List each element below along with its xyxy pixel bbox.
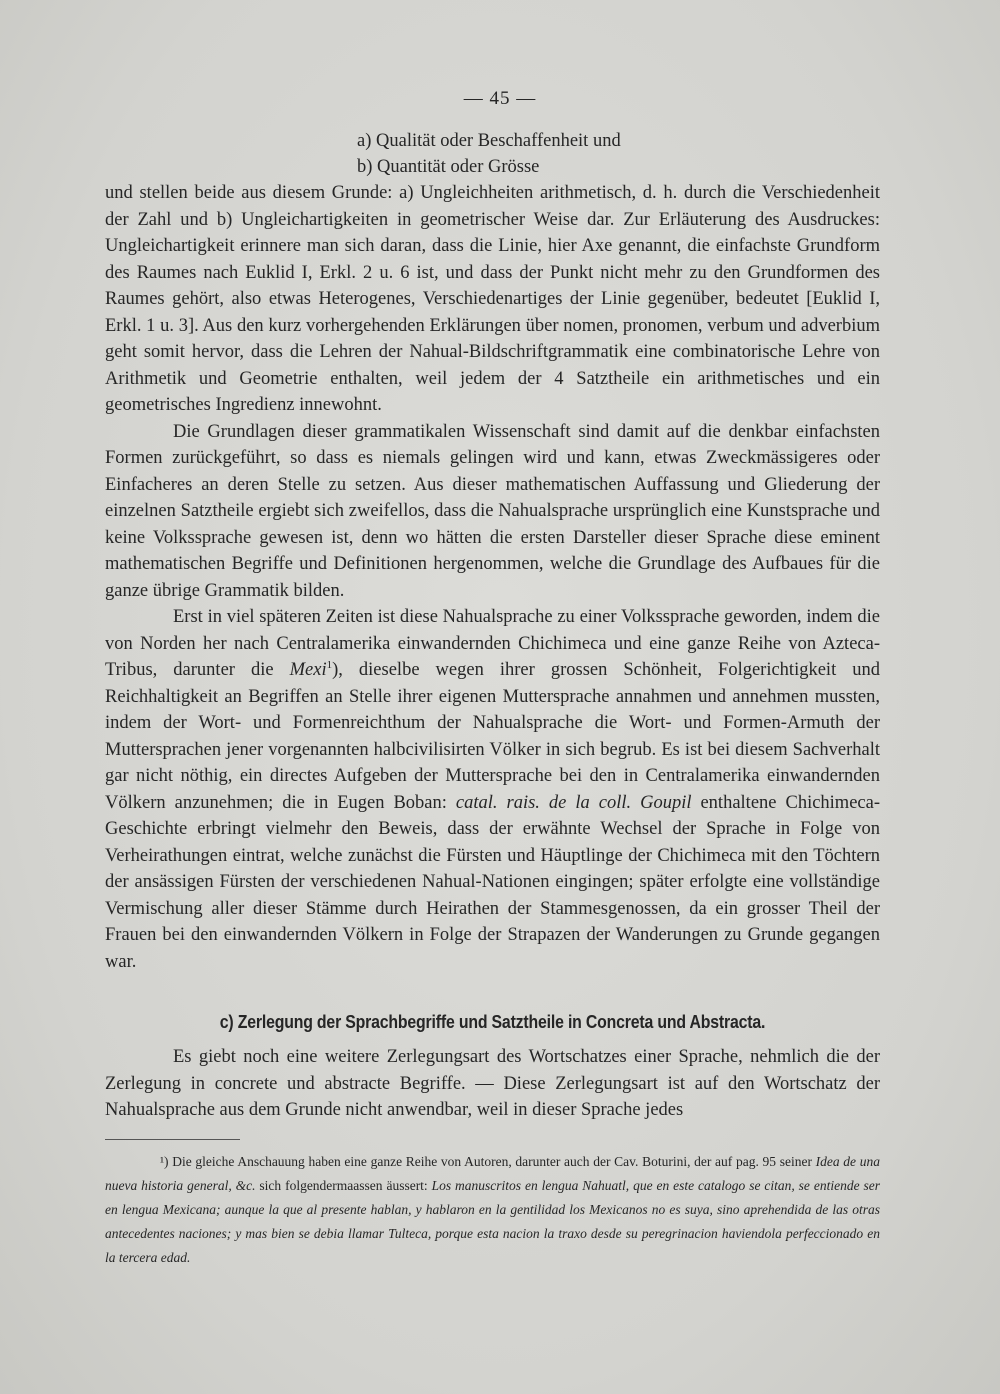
quality-quantity-list — [357, 128, 777, 180]
paragraph-3-end: enthaltene Chichimeca-Geschichte erbringt vielmehr den Beweis, dass der erwähnte Wechsel der Sprache in Folge von Verheirathungen eintrat, welche zunächst die Fürsten und Häuptlinge der Chichimeca mit den Töchtern der ansässigen Fürsten der verschiedenen Nahual-Nationen eingingen; später erfolgte eine vollständige Vermischung aller dieser Stämme durch Heirathen der Stammesgenossen, da ein grosser Theil der Frauen bei den einwandernden Völkern in Folge der Strapazen der Wanderungen zu Grunde gegangen war. — [105, 792, 880, 972]
list-item-a: a) Qualität oder Beschaffenheit und — [357, 131, 621, 151]
catalogue-title: catal. rais. de la coll. Goupil — [455, 792, 692, 813]
main-text-block — [105, 180, 880, 975]
mexi-term: Mexi — [289, 660, 327, 680]
paragraph-2: Die Grundlagen dieser grammatikalen Wissenschaft sind damit auf die denkbar einfachsten Formen zurückgeführt, so dass es niemals gelingen wird und kann, etwas Zweckmässigeres oder Einfacheres an deren Stelle zu setzen. Aus dieser mathematischen Auffassung und Gliederung der einzelnen Satztheile ergiebt sich zweifellos, dass die Nahualsprache ursprünglich eine Kunstsprache und keine Volkssprache gewesen ist, denn wo hätten die ersten Darsteller dieser Sprache diese eminent mathematischen Begriffe und Definitionen hergenommen, welche die Grundlage des Aufbaues für die ganze übrige Grammatik bilden. — [105, 421, 880, 601]
footnote-marker: ¹) — [160, 1154, 169, 1169]
footnote-text-a: Die gleiche Anschauung haben eine ganze Reihe von Autoren, darunter auch der Cav. Boturini, der auf pag. 95 seiner — [168, 1154, 816, 1169]
footnote-quote: Los manuscritos en lengua Nahuatl, que en este catalogo se citan, se entiende ser en lengua Mexicana; aunque la que al presente hablan, y hablaron en la gentilidad los Mexicanos no es suya, sino aprehendida de las otras antecedentes naciones; y mas bien se debia llamar Tulteca, porque esta nacion la traxo desde su peregrinacion haviendola perfeccionado en la tercera edad. — [105, 1178, 880, 1265]
paragraph-1: und stellen beide aus diesem Grunde: a) Ungleichheiten arithmetisch, d. h. durch die Verschiedenheit der Zahl und b) Ungleichartigkeiten in geometrischer Weise dar. Zur Erläuterung des Ausdruckes: Ungleichartigkeit erinnere man sich daran, dass die Linie, hier Axe genannt, die einfachste Grundform des Raumes nach Euklid I, Erkl. 2 u. 6 ist, und dass der Punkt nicht mehr zu den Grundformen des Raumes gehört, also etwas Heterogenes, Verschiedenartiges der Linie gegenüber, bedeutet [Euklid I, Erkl. 1 u. 3]. Aus den kurz vorhergehenden Erklärungen über nomen, pronomen, verbum und adverbium geht somit hervor, dass die Lehren der Nahual-Bildschriftgrammatik eine combinatorische Lehre von Arithmetik und Geometrie enthalten, weil jedem der 4 Satztheile ein arithmetisches und ein geometrisches Ingredienz innewohnt. — [105, 183, 880, 415]
section-c-heading: c) Zerlegung der Sprachbegriffe und Satztheile in Concreta und Abstracta. — [219, 1012, 766, 1032]
paragraph-3-start: Erst in viel späteren Zeiten ist diese Nahualsprache zu einer Volkssprache geworden, indem die von Norden her nach Centralamerika einwandernden Chichimeca und eine ganze Reihe von Azteca-Tribus, darunter die — [105, 607, 880, 680]
section-c-paragraph: Es giebt noch eine weitere Zerlegungsart des Wortschatzes einer Sprache, nehmlich die der Zerlegung in concrete und abstracte Begriffe. — Diese Zerlegungsart ist auf den Wortschatz der Nahualsprache aus dem Grunde nicht anwendbar, weil in dieser Sprache jedes — [105, 1047, 880, 1120]
footnote-book-title: Idea de una nueva historia general, &c. — [105, 1154, 880, 1193]
footnote-divider — [105, 1139, 240, 1140]
footnote — [105, 1150, 880, 1270]
footnote-text-b: sich folgendermaassen äussert: — [255, 1178, 432, 1193]
section-c-text-block — [105, 1044, 880, 1124]
footnote-reference: 1 — [326, 658, 333, 671]
page-number: — 45 — — [463, 88, 537, 109]
paragraph-3-middle: ), dieselbe wegen ihrer grossen Schönheit, Folgerichtigkeit und Reichhaltigkeit an Begriffen an Stelle ihrer eigenen Muttersprache annahmen und annehmen mussten, indem der Wort- und Formenreichthum der Nahualsprache die Wort- und Formen-Armuth der Muttersprachen jener vorgenannten halbcivilisirten Völker in sich begrub. Es ist bei diesem Sachverhalt gar nicht nöthig, ein directes Aufgeben der Muttersprache bei den in Centralamerika einwandernden Völkern anzunehmen; die in Eugen Boban: — [105, 660, 880, 813]
list-item-b: b) Quantität oder Grösse — [357, 157, 540, 177]
paragraph-3 — [105, 604, 880, 975]
